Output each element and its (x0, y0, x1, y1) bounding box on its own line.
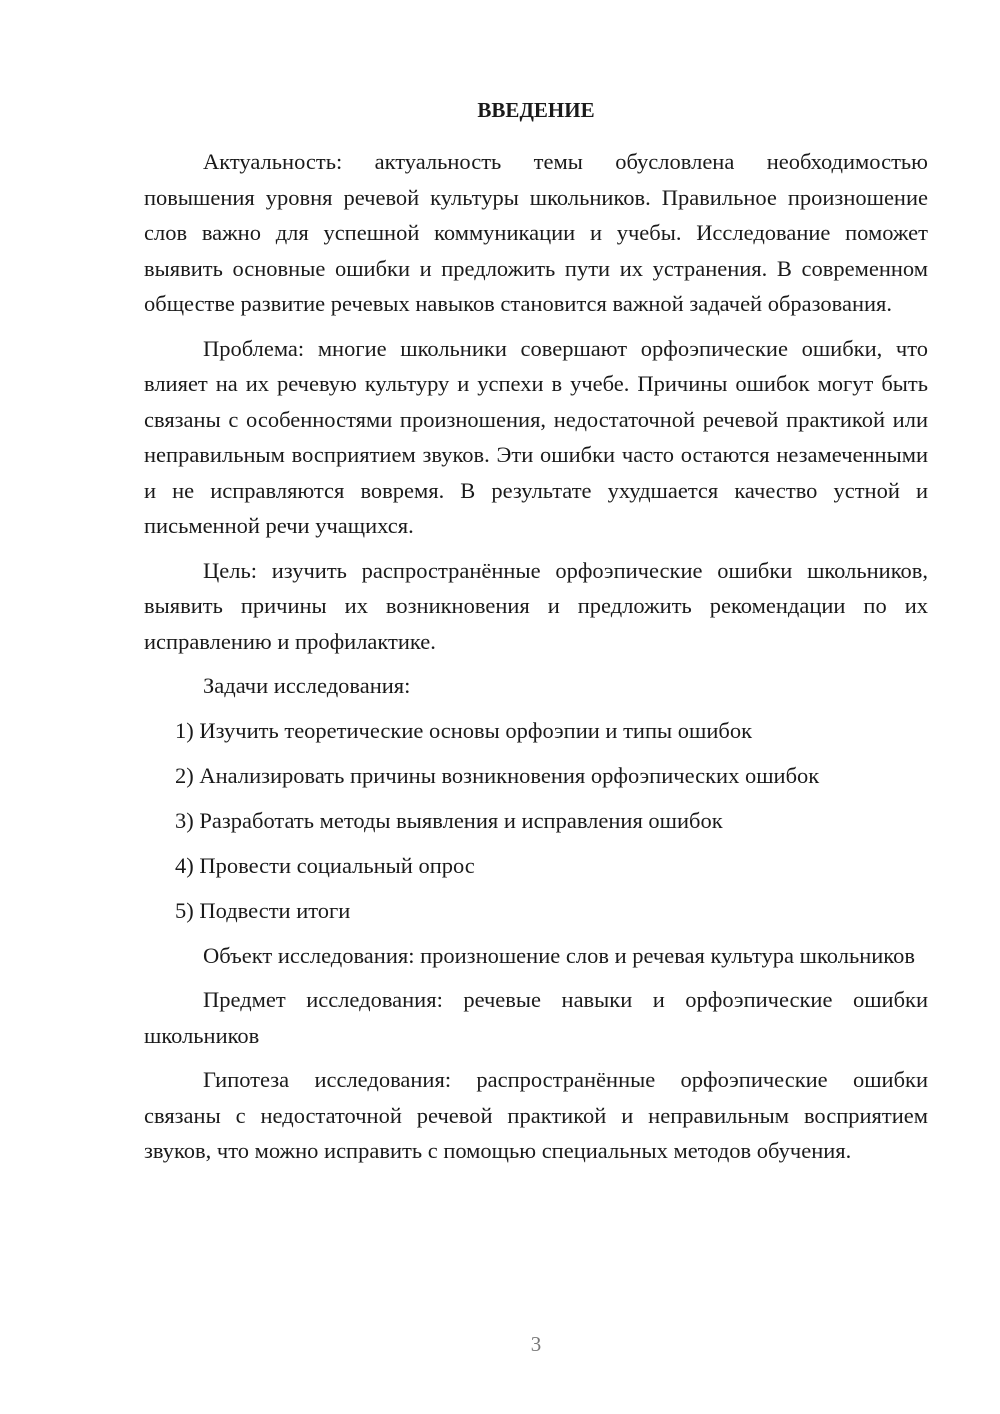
tasks-list (144, 713, 928, 929)
hypothesis-paragraph: Гипотеза исследования: распространённые орфоэпические ошибки связаны с недостаточной речевой практикой и неправильным восприятием звуков, что можно исправить с помощью специальных методов обучения. (144, 1067, 928, 1163)
page-number: 3 (530, 1332, 542, 1356)
list-item: 2) Анализировать причины возникновения орфоэпических ошибок (175, 762, 820, 788)
object-paragraph: Объект исследования: произношение слов и речевая культура школьников (203, 942, 915, 968)
document-page (144, 94, 928, 1178)
list-item: 3) Разработать методы выявления и исправления ошибок (175, 807, 723, 833)
goal-paragraph: Цель: изучить распространённые орфоэпические ошибки школьников, выявить причины их возникновения и предложить рекомендации по их исправлению и профилактике. (144, 557, 928, 654)
list-item: 1) Изучить теоретические основы орфоэпии и типы ошибок (175, 717, 753, 743)
list-item: 5) Подвести итоги (175, 897, 351, 923)
list-item: 4) Провести социальный опрос (175, 852, 475, 878)
relevance-paragraph: Актуальность: актуальность темы обусловлена необходимостью повышения уровня речевой культуры школьников. Правильное произношение слов важно для успешной коммуникации и учебы. Исследование поможет выявить основные ошибки и предложить пути их устранения. В современном обществе развитие речевых навыков становится важной задачей образования. (144, 149, 928, 316)
subject-paragraph: Предмет исследования: речевые навыки и орфоэпические ошибки школьников (144, 987, 928, 1048)
tasks-heading: Задачи исследования: (203, 673, 411, 698)
problem-paragraph: Проблема: многие школьники совершают орфоэпические ошибки, что влияет на их речевую культуру и успехи в учебе. Причины ошибок могут быть связаны с особенностями произношения, недостаточной речевой практикой или неправильным восприятием звуков. Эти ошибки часто остаются незамеченными и не исправляются вовремя. В результате ухудшается качество устной и письменной речи учащихся. (144, 335, 928, 538)
section-title: ВВЕДЕНИЕ (477, 98, 595, 122)
